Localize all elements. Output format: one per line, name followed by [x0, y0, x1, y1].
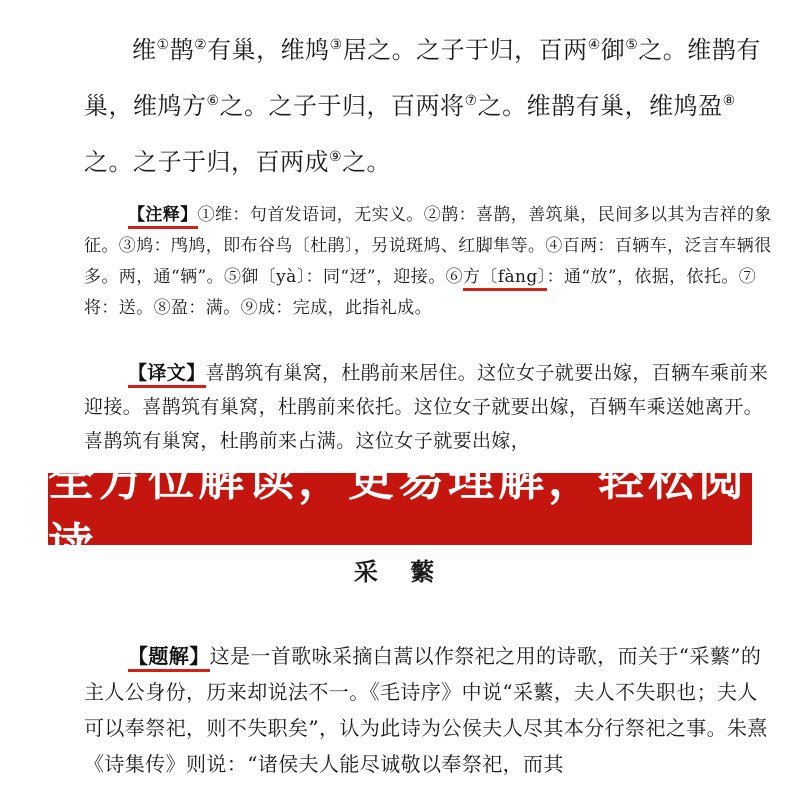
poem-text: 维①鹊②有巢，维鸠③居之。之子于归，百两④御⑤之。维鹊有巢，维鸠方⑥之。之子于归，百两将⑦之。维鹊有巢，维鸠盈⑧之。之子于归，百两成⑨之。 [84, 36, 761, 176]
promo-banner-text: 全方位解读，更易理解，轻松阅读 [48, 452, 748, 572]
notes-section [84, 200, 774, 324]
footnote-mark: ③ [329, 37, 343, 53]
footnote-mark: ⑦ [464, 93, 478, 109]
footnote-mark: ④ [587, 37, 601, 53]
section-title: 采 蘩 [353, 558, 447, 586]
tijie-section [84, 638, 774, 782]
notes-highlight: 方〔fàng〕 [463, 267, 547, 291]
footnote-mark: ② [194, 37, 208, 53]
notes-text-b: ：通“放”，依据，依托。⑦将：送。⑧盈：满。⑨成：完成，此指礼成。 [84, 267, 757, 318]
footnote-mark: ⑧ [722, 93, 736, 109]
footnote-mark: ① [156, 37, 170, 53]
footnote-mark: ⑨ [329, 149, 343, 165]
translation-tag: 【译文】 [128, 362, 206, 388]
translation-text: 喜鹊筑有巢窝，杜鹃前来居住。这位女子就要出嫁，百辆车乘前来迎接。喜鹊筑有巢窝，杜鹃前来依托。这位女子就要出嫁，百辆车乘送她离开。喜鹊筑有巢窝，杜鹃前来占满。这位女子就要出嫁， [84, 362, 769, 452]
footnote-mark: ⑥ [206, 93, 220, 109]
notes-text-a: ①维：句首发语词，无实义。②鹊：喜鹊，善筑巢，民间多以其为吉祥的象征。③鸠：鸤鸠，即布谷鸟〔杜鹃〕，另说斑鸠、红脚隼等。④百两：百辆车，泛言车辆很多。两，通“辆”。⑤御〔yà〕：同“迓”，迎接。⑥ [84, 205, 772, 287]
footnote-mark: ⑤ [625, 37, 639, 53]
notes-tag: 【注释】 [128, 205, 198, 229]
tijie-text: 这是一首歌咏采摘白蒿以作祭祀之用的诗歌，而关于“采蘩”的主人公身份，历来却说法不一。《毛诗序》中说“采蘩，夫人不失职也；夫人可以奉祭祀，则不失职矣”，认为此诗为公侯夫人尽其本分行祭祀之事。朱熹《诗集传》则说：“诸侯夫人能尽诚敬以奉祭祀，而其 [84, 644, 768, 776]
tijie-tag: 【题解】 [128, 644, 210, 672]
